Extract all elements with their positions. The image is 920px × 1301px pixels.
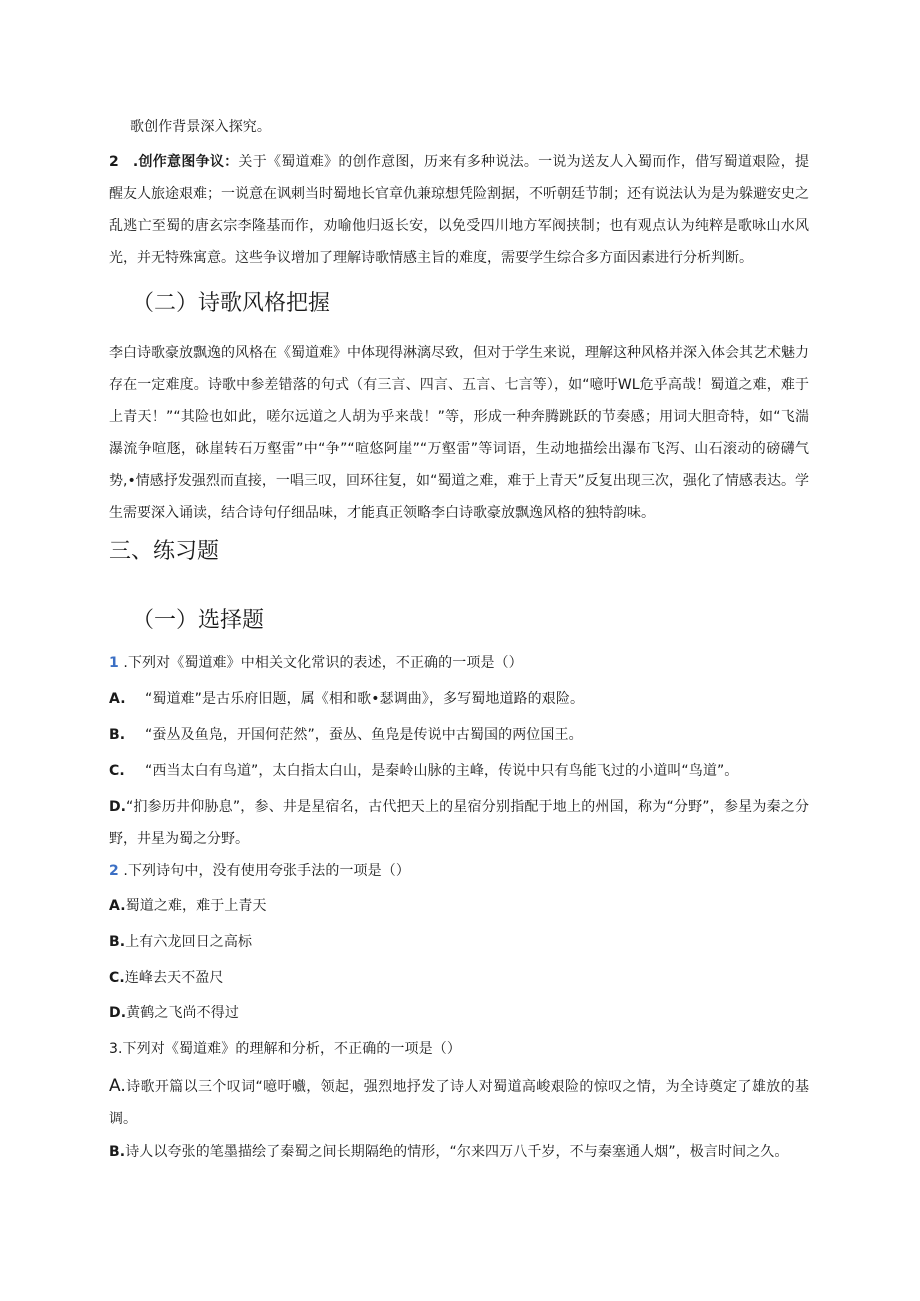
option-a [109,1070,809,1135]
creation-intent-paragraph [109,146,809,274]
question-number: 2 [109,863,119,879]
option-label: B. [109,727,126,743]
option-b [109,724,583,746]
option-text: “西当太白有鸟道”，太白指太白山，是秦岭山脉的主峰，传说中只有鸟能飞过的小道叫“鸟道”。 [145,763,739,779]
option-d [109,791,809,855]
option-text: “蜀道难”是古乐府旧题，属《相和歌•瑟调曲》，多写蜀地道路的艰险。 [145,691,585,707]
option-b [109,931,252,953]
option-text: 上有六龙回日之高标 [125,934,253,950]
question-text: .下列对《蜀道难》中相关文化常识的表述，不正确的一项是（） [118,655,523,671]
exercise-heading: 三、练习题 [109,539,220,564]
option-label: A. [109,1076,126,1096]
option-label: D. [109,799,126,815]
question-number: 1 [109,655,119,671]
option-label: A. [109,898,126,914]
style-section-heading: （二）诗歌风格把握 [132,291,331,316]
option-c [109,967,224,989]
option-c [109,760,738,782]
option-a [109,895,267,917]
option-text: 诗歌开篇以三个叹词“噫吁嚱，领起，强烈地抒发了诗人对蜀道高峻艰险的惊叹之情，为全诗奠定了雄放的基调。 [109,1079,809,1127]
item-lead: .创作意图争议： [132,154,239,170]
question-text: 3.下列对《蜀道难》的理解和分析，不正确的一项是（） [109,1041,461,1057]
option-text: 黄鹤之飞尚不得过 [126,1005,239,1021]
continued-line: 歌创作背景深入探究。 [130,119,271,135]
option-label: C. [109,763,125,779]
question-3-stem [109,1038,461,1060]
item-number: 2 [109,154,119,170]
question-text: .下列诗句中，没有使用夸张手法的一项是（） [118,863,410,879]
option-label: A. [109,691,126,707]
choice-heading: （一）选择题 [132,608,265,633]
option-label: C. [109,970,125,986]
option-label: B. [109,1144,126,1160]
option-a [109,688,584,710]
question-2-stem [109,860,410,882]
option-text: 连峰去天不盈尺 [124,970,224,986]
option-d [109,1002,239,1024]
item-text: 关于《蜀道难》的创作意图，历来有多种说法。一说为送友人入蜀而作，借写蜀道艰险，提醒友人旅途艰难；一说意在讽刺当时蜀地长官章仇兼琼想凭险割据，不听朝廷节制；还有说法认为是为躲避安史之乱逃亡至蜀的唐玄宗李隆基而作，劝喻他归返长安，以免受四川地方军阀挟制；也有观点认为纯粹是歌咏山水风光，并无特殊寓意。这些争议增加了理解诗歌情感主旨的难度，需要学生综合多方面因素进行分析判断。 [109,154,809,266]
question-1-stem [109,652,523,674]
option-text: “扪参历井仰胁息”，参、井是星宿名，古代把天上的星宿分别指配于地上的州国，称为“分野”，参星为秦之分野，井星为蜀之分野。 [109,799,809,847]
option-label: D. [109,1005,127,1021]
style-paragraph: 李白诗歌豪放飘逸的风格在《蜀道难》中体现得淋漓尽致，但对于学生来说，理解这种风格并深入体会其艺术魅力存在一定难度。诗歌中参差错落的句式（有三言、四言、五言、七言等），如“噫吁WL危乎高哉！蜀道之难，难于上青天！”“其险也如此，嗟尔远道之人胡为乎来哉！”等，形成一种奔腾跳跃的节奏感；用词大胆奇特，如“飞湍瀑流争喧豗，砯崖转石万壑雷”中“争”“喧悠阿崖”“万壑雷”等词语，生动地描绘出瀑布飞泻、山石滚动的磅礴气势,•情感抒发强烈而直接，一唱三叹，回环往复，如“蜀道之难，难于上青天”反复出现三次，强化了情感表达。学生需要深入诵读，结合诗句仔细品味，才能真正领略李白诗歌豪放飘逸风格的独特韵味。 [109,345,809,521]
option-label: B. [109,934,126,950]
option-b [109,1141,789,1163]
option-text: “蚕丛及鱼凫，开国何茫然”，蚕丛、鱼凫是传说中古蜀国的两位国王。 [145,727,583,743]
option-text: 诗人以夸张的笔墨描绘了秦蜀之间长期隔绝的情形，“尔来四万八千岁，不与秦塞通人烟”，极言时间之久。 [125,1144,789,1160]
option-text: 蜀道之难，难于上青天 [125,898,267,914]
